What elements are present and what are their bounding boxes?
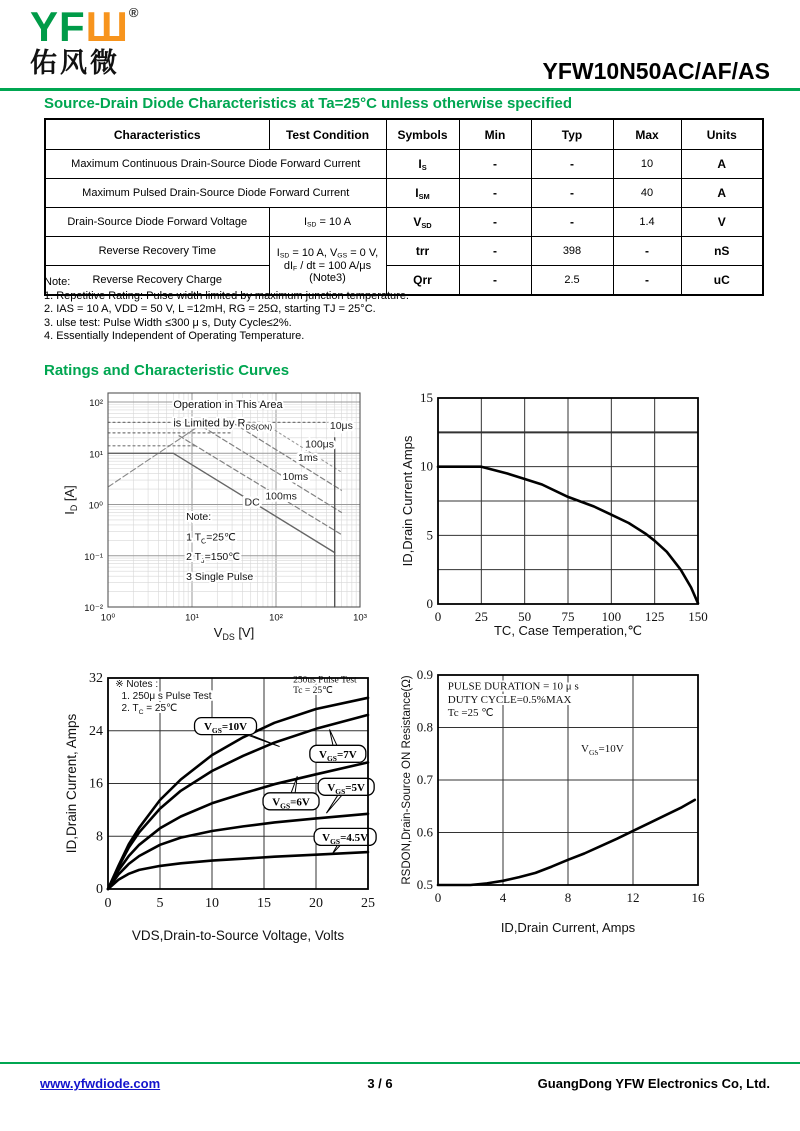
chart-id-vs-case-temperature xyxy=(400,385,790,653)
table-cell: 1.4 xyxy=(613,208,681,237)
curve-label: 10μs xyxy=(329,419,353,432)
table-row xyxy=(45,237,763,266)
y-axis-title: $I_D$ [A] xyxy=(62,485,79,515)
x-tick-label: 4 xyxy=(499,890,507,905)
y-axis-title: ID,Drain Current, Amps xyxy=(64,713,79,854)
vgs-callout-label: $V_{GS}=4.5V$ xyxy=(322,831,369,846)
table-cell: Maximum Continuous Drain-Source Diode Forward Current xyxy=(45,150,386,179)
table-cell: A xyxy=(681,179,763,208)
curve-label: 100ms xyxy=(265,490,297,503)
y-tick-label: 10⁻¹ xyxy=(84,551,103,563)
website-link[interactable]: www.yfwdiode.com xyxy=(40,1076,161,1091)
table-header-cell: Test Condition xyxy=(269,119,386,150)
table-row xyxy=(45,179,763,208)
table-cell: - xyxy=(459,150,531,179)
chart-annotation: 3 Single Pulse xyxy=(186,570,254,583)
x-tick-label: 100 xyxy=(601,609,622,624)
y-axis-title: ID,Drain Current Amps xyxy=(400,435,415,567)
note-line: 2. IAS = 10 A, VDD = 50 V, L =12mH, RG = 25Ω, starting TJ = 25°C. xyxy=(44,303,376,315)
chart-annotation: Tc =25 ℃ xyxy=(447,706,494,719)
curve-label: 10ms xyxy=(282,471,309,484)
chart-output-characteristics xyxy=(60,668,400,968)
x-tick-label: 15 xyxy=(257,896,271,911)
table-cell: $I_{SD} = 10$ A, $V_{GS} = 0$ V, $dI_F$ / dt = 100 A/μs (Note3) xyxy=(269,237,386,296)
chart-annotation: 1 $T_C=25℃$ xyxy=(186,531,236,546)
header-divider xyxy=(0,88,800,91)
table-cell: Reverse Recovery Time xyxy=(45,237,269,266)
curve-label: DC xyxy=(244,496,260,509)
table-cell: - xyxy=(459,179,531,208)
part-number-title: YFW10N50AC/AF/AS xyxy=(542,58,770,84)
y-tick-label: 0 xyxy=(96,882,103,897)
y-tick-label: 15 xyxy=(420,390,433,405)
y-tick-label: 8 xyxy=(96,829,103,845)
x-tick-label: 25 xyxy=(361,896,375,911)
x-tick-label: 10 xyxy=(205,896,219,911)
note-line: 3. ulse test: Pulse Width ≤300 μ s, Duty Cycle≤2%. xyxy=(44,316,292,329)
x-tick-label: 75 xyxy=(561,609,575,624)
table-row xyxy=(45,150,763,179)
table-cell: - xyxy=(613,237,681,266)
table-cell: Reverse Recovery Charge xyxy=(45,266,269,296)
section-title-diode-characteristics: Source-Drain Diode Characteristics at Ta=25°C unless otherwise specified xyxy=(44,95,572,112)
x-tick-label: 16 xyxy=(691,890,705,905)
y-tick-label: 5 xyxy=(426,527,433,543)
x-tick-label: 5 xyxy=(156,896,164,911)
table-cell: uC xyxy=(681,266,763,296)
series-rdson-vgs10 xyxy=(438,800,695,885)
y-tick-label: 10¹ xyxy=(89,449,103,461)
y-axis-title: RSDON,Drain-Source ON Resistance(Ω) xyxy=(401,675,413,885)
table-cell: 10 xyxy=(613,150,681,179)
chart-annotation: 2 $T_J=150℃$ xyxy=(186,550,241,565)
logo-letter-w: Ш xyxy=(85,3,129,50)
registered-trademark-icon: ® xyxy=(128,5,140,20)
x-axis-title: ID,Drain Current, Amps xyxy=(500,920,636,935)
y-tick-label: 16 xyxy=(89,776,103,792)
x-axis-title: TC, Case Temperation,℃ xyxy=(493,623,643,638)
note-line: 1. Repetitive Rating: Pulse width limited by maximum junction temperature. xyxy=(44,289,409,302)
table-cell: - xyxy=(531,150,613,179)
chart-annotation: Tc = 25℃ xyxy=(293,686,333,697)
table-cell: nS xyxy=(681,237,763,266)
x-tick-label: 8 xyxy=(564,890,572,905)
x-tick-label: 25 xyxy=(474,609,488,624)
chart-annotation: DUTY CYCLE=0.5%MAX xyxy=(447,693,572,706)
y-tick-label: 0.6 xyxy=(416,824,433,840)
output-characteristics-chart-svg xyxy=(60,668,400,968)
x-tick-label: 10⁰ xyxy=(100,612,116,624)
y-tick-label: 10² xyxy=(89,398,103,410)
x-tick-label: 0 xyxy=(104,896,112,911)
rdson-chart-svg xyxy=(400,660,790,960)
table-cell: $V_{SD}$ xyxy=(386,208,459,237)
table-cell: - xyxy=(459,208,531,237)
chart-annotation: Operation in This Area xyxy=(173,399,283,412)
chart-annotation: Note: xyxy=(186,510,212,523)
y-tick-label: 0.9 xyxy=(416,667,433,682)
table-header-cell: Symbols xyxy=(386,119,459,150)
table-cell: A xyxy=(681,150,763,179)
table-cell: Drain-Source Diode Forward Voltage xyxy=(45,208,269,237)
logo-letter-f: F xyxy=(59,3,86,50)
curve-label: 100μs xyxy=(305,438,334,451)
soa-chart-svg xyxy=(60,385,390,660)
y-tick-label: 32 xyxy=(89,671,103,686)
table-cell: - xyxy=(613,266,681,296)
id-vs-tc-chart-svg xyxy=(400,385,790,653)
page-number: 3 / 6 xyxy=(367,1076,393,1091)
chart-safe-operating-area xyxy=(60,385,390,660)
section-title-curves: Ratings and Characteristic Curves xyxy=(44,362,290,379)
x-tick-label: 20 xyxy=(309,896,323,911)
notes-list xyxy=(44,290,409,344)
footer-divider xyxy=(0,1062,800,1064)
y-tick-label: 10 xyxy=(420,458,433,474)
x-axis-title: $V_{DS}$ [V] xyxy=(213,625,255,642)
table-cell: 40 xyxy=(613,179,681,208)
notes-label: Note: xyxy=(44,276,71,288)
x-tick-label: 50 xyxy=(518,609,532,624)
table-header-cell: Min xyxy=(459,119,531,150)
chart-annotation: ※ Notes : xyxy=(115,679,159,691)
x-tick-label: 0 xyxy=(434,609,442,624)
table-header-cell: Characteristics xyxy=(45,119,269,150)
x-tick-label: 12 xyxy=(626,890,640,905)
y-tick-label: 10⁰ xyxy=(88,500,103,512)
y-tick-label: 0.7 xyxy=(416,772,433,787)
vgs-callout-label: $V_{GS}=7V$ xyxy=(319,748,357,763)
x-tick-label: 0 xyxy=(434,890,442,905)
vgs-callout-label: $V_{GS}=5V$ xyxy=(327,781,365,796)
vgs-callout-label: $V_{GS}=10V$ xyxy=(203,721,248,736)
x-tick-label: 10³ xyxy=(353,612,367,624)
table-cell: Maximum Pulsed Drain-Source Diode Forward Current xyxy=(45,179,386,208)
table-cell: Qrr xyxy=(386,266,459,296)
vgs-callout-label: $V_{GS}=6V$ xyxy=(272,796,310,811)
logo-letter-y: Y xyxy=(30,3,60,50)
y-tick-label: 10⁻² xyxy=(84,603,103,614)
company-logo xyxy=(30,3,140,78)
table-cell: V xyxy=(681,208,763,237)
table-cell: - xyxy=(531,179,613,208)
table-cell: - xyxy=(459,237,531,266)
y-tick-label: 24 xyxy=(89,723,103,739)
x-tick-label: 150 xyxy=(688,609,708,624)
table-cell: $I_{SD} = 10$ A xyxy=(269,208,386,237)
table-row xyxy=(45,208,763,237)
notes-block xyxy=(44,276,409,344)
series-vgs-4p5v xyxy=(108,852,368,889)
series-rdson-limit-rise xyxy=(108,422,204,487)
company-name: GuangDong YFW Electronics Co, Ltd. xyxy=(537,1076,770,1091)
chart-annotation: 250us Pulse Test xyxy=(293,675,357,686)
note-line: 4. Essentially Independent of Operating Temperature. xyxy=(44,330,305,342)
table-cell: - xyxy=(459,266,531,296)
table-cell: $I_{SM}$ xyxy=(386,179,459,208)
y-tick-label: 0.5 xyxy=(416,877,433,892)
table-cell: 398 xyxy=(531,237,613,266)
chart-annotation: PULSE DURATION = 10 μ s xyxy=(447,680,579,693)
table-header-cell: Max xyxy=(613,119,681,150)
diode-characteristics-table xyxy=(44,118,764,296)
table-header-cell: Units xyxy=(681,119,763,150)
page-footer xyxy=(0,1076,800,1091)
y-tick-label: 0.8 xyxy=(416,719,433,735)
table-header-cell: Typ xyxy=(531,119,613,150)
chart-annotation: 2. $T_C$ = 25℃ xyxy=(121,702,178,716)
table-cell: 2.5 xyxy=(531,266,613,296)
curve-label: 1ms xyxy=(298,452,318,465)
x-tick-label: 125 xyxy=(644,609,665,624)
table-cell: $I_S$ xyxy=(386,150,459,179)
table-cell: - xyxy=(531,208,613,237)
y-tick-label: 0 xyxy=(426,596,433,611)
chart-rdson-vs-drain-current xyxy=(400,660,790,960)
chart-annotation: is Limited by $R_{DS(ON)}$ xyxy=(173,417,273,432)
x-tick-label: 10² xyxy=(269,612,283,624)
chart-annotation: $V_{GS}=10V$ xyxy=(581,743,624,758)
chart-annotation: 1. 250μ s Pulse Test xyxy=(121,691,212,703)
logo-wordmark xyxy=(30,3,140,50)
table-cell: trr xyxy=(386,237,459,266)
x-axis-title: VDS,Drain-to-Source Voltage, Volts xyxy=(131,928,345,943)
logo-chinese-name: 佑风微 xyxy=(30,48,120,78)
x-tick-label: 10¹ xyxy=(185,612,199,624)
